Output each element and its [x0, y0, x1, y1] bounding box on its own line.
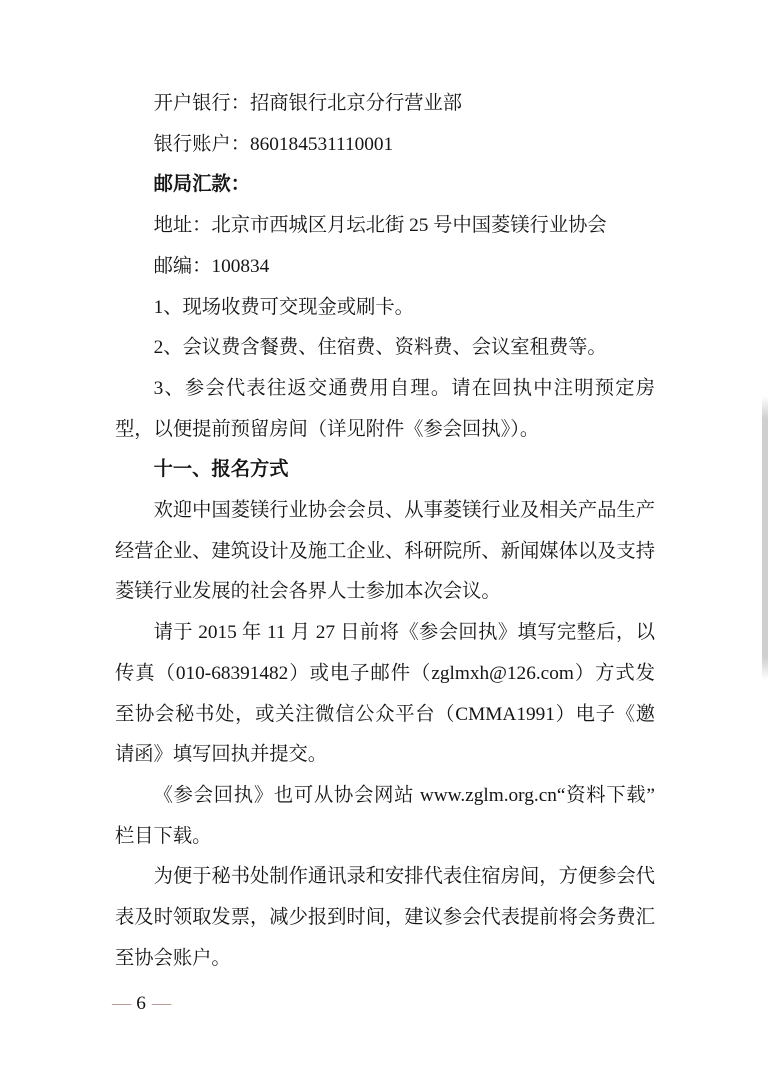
section-heading-registration: 十一、报名方式: [153, 459, 289, 481]
bank-account-line: 银行账户：860184531110001: [153, 133, 394, 155]
page-number: 6: [136, 993, 146, 1014]
paragraph-advice: 为便于秘书处制作通讯录和安排代表住宿房间，方便参会代表及时领取发票，减少报到时间，建议参会代表提前将会务费汇至协会账户。: [115, 866, 655, 969]
paragraph-welcome: 欢迎中国菱镁行业协会会员、从事菱镁行业及相关产品生产经营企业、建筑设计及施工企业、科研院所、新闻媒体以及支持菱镁行业发展的社会各界人士参加本次会议。: [115, 500, 655, 603]
note-item-3: 3、参会代表往返交通费用自理。请在回执中注明预定房型，以便提前预留房间（详见附件《参会回执》）。: [115, 377, 655, 440]
postcode-line: 邮编：100834: [153, 255, 270, 277]
paragraph-deadline: 请于 2015 年 11 月 27 日前将《参会回执》填写完整后，以传真（010-68391482）或电子邮件（zglmxh@126.com）方式发至协会秘书处，或关注微信公众平台（CMMA1991）电子《邀请函》填写回执并提交。: [115, 622, 655, 766]
address-line: 地址：北京市西城区月坛北街 25 号中国菱镁行业协会: [153, 215, 607, 237]
postal-remittance-heading: 邮局汇款：: [153, 174, 250, 196]
footer-dash-left: —: [112, 993, 131, 1014]
note-item-2: 2、会议费含餐费、住宿费、资料费、会议室租费等。: [153, 337, 607, 359]
document-body: [115, 84, 655, 979]
footer-dash-right: —: [151, 993, 171, 1014]
paragraph-download: 《参会回执》也可从协会网站 www.zglm.org.cn“资料下载”栏目下载。: [115, 784, 655, 847]
note-item-1: 1、现场收费可交现金或刷卡。: [153, 296, 414, 318]
page-number-footer: [112, 984, 170, 1025]
bank-branch-line: 开户银行：招商银行北京分行营业部: [153, 93, 463, 114]
page-edge-scan-shadow: [762, 396, 768, 680]
